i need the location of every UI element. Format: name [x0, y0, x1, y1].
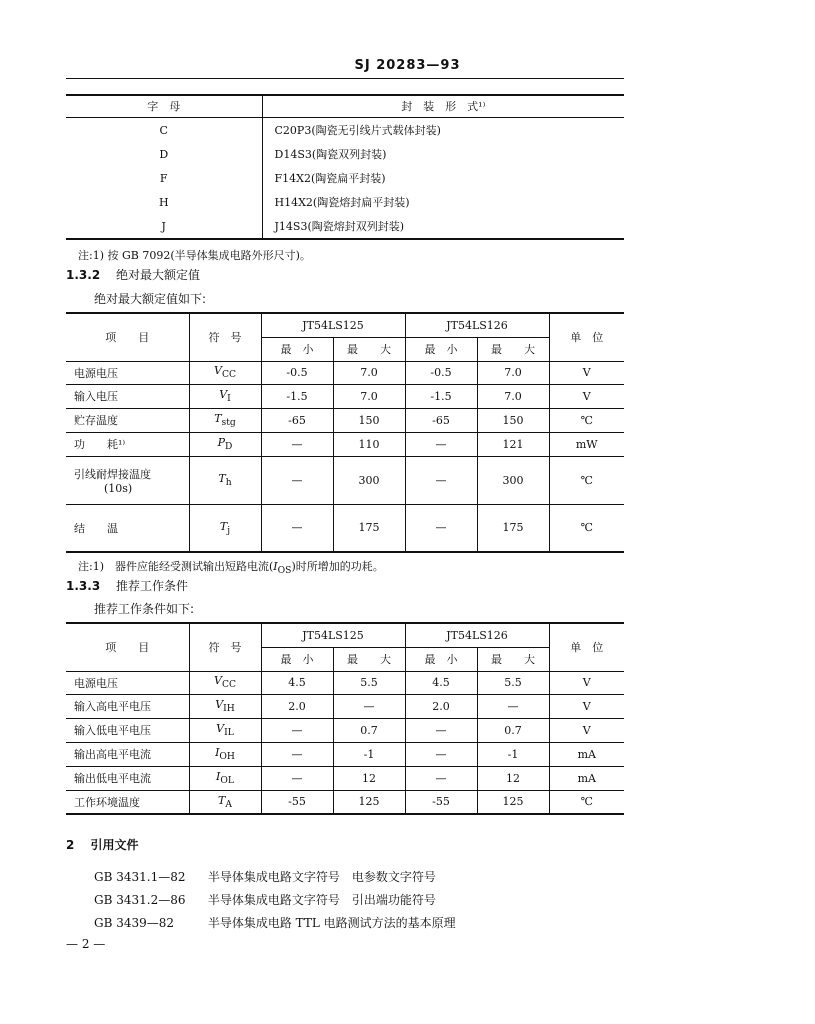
param-symbol: $T_A$ [189, 790, 261, 814]
table-row [66, 694, 624, 718]
section-number: 2 [66, 838, 75, 852]
col-header-symbol: 符 号 [189, 313, 261, 361]
table-row [66, 118, 624, 143]
table-row [66, 718, 624, 742]
cell-unit: mW [549, 432, 624, 456]
cell-min2: — [405, 504, 477, 552]
cell-min1: — [261, 718, 333, 742]
table-row [66, 214, 624, 239]
header-rule [66, 78, 624, 79]
pkg-form: J14S3(陶瓷熔封双列封装) [274, 220, 405, 233]
cell-unit: V [549, 384, 624, 408]
param-symbol: $V_{IL}$ [189, 718, 261, 742]
pkg-form: C20P3(陶瓷无引线片式载体封装) [274, 124, 441, 137]
cell-max1: 175 [333, 504, 405, 552]
cell-max1: 12 [333, 766, 405, 790]
cell-min2: — [405, 456, 477, 504]
param-name: 结 温 [66, 504, 189, 552]
col-header-min: 最 小 [261, 337, 333, 361]
table-row [66, 166, 624, 190]
section-title: 引用文件 [90, 838, 139, 852]
cell-max2: -1 [477, 742, 549, 766]
table-row [66, 671, 624, 694]
cell-min2: -1.5 [405, 384, 477, 408]
reference-code: GB 3431.2—86 [94, 893, 186, 907]
cell-max2: 12 [477, 766, 549, 790]
pkg-letter: J [66, 214, 262, 239]
cell-unit: V [549, 718, 624, 742]
param-name: 功 耗¹⁾ [66, 432, 189, 456]
cell-unit: V [549, 361, 624, 384]
param-name: 输入电压 [66, 384, 189, 408]
param-name: 输入高电平电压 [66, 694, 189, 718]
reference-code: GB 3439—82 [94, 916, 175, 930]
param-name-line2: (10s) [104, 481, 133, 495]
table-row [66, 432, 624, 456]
pkg-letter: D [66, 142, 262, 166]
cell-unit: ℃ [549, 408, 624, 432]
cell-max1: 5.5 [333, 671, 405, 694]
cell-unit: ℃ [549, 456, 624, 504]
cell-max1: 7.0 [333, 384, 405, 408]
abs-table-note: 注:1) 器件应能经受测试输出短路电流$(I_{OS})$时所增加的功耗。 [78, 560, 384, 577]
col-header-max: 最 大 [333, 647, 405, 671]
table-row [66, 361, 624, 384]
table-row [66, 504, 624, 552]
cell-max1: — [333, 694, 405, 718]
cell-unit: V [549, 671, 624, 694]
section-1-3-3-intro: 推荐工作条件如下: [94, 602, 195, 616]
cell-max1: 0.7 [333, 718, 405, 742]
section-1-3-3-heading [66, 577, 188, 594]
col-header-device1: JT54LS125 [261, 623, 405, 647]
cell-max1: 7.0 [333, 361, 405, 384]
cell-max1: 150 [333, 408, 405, 432]
reference-item [94, 914, 456, 931]
param-symbol: $I_{OH}$ [189, 742, 261, 766]
table-row [66, 190, 624, 214]
section-title: 推荐工作条件 [116, 579, 189, 593]
col-header-unit: 单 位 [549, 623, 624, 671]
cell-max2: 150 [477, 408, 549, 432]
cell-min1: -55 [261, 790, 333, 814]
col-header-min: 最 小 [261, 647, 333, 671]
section-number: 1.3.2 [66, 268, 101, 282]
cell-min2: -0.5 [405, 361, 477, 384]
param-symbol: $V_{CC}$ [189, 671, 261, 694]
pkg-table-note: 注:1) 按 GB 7092(半导体集成电路外形尺寸)。 [78, 249, 311, 262]
param-name: 电源电压 [66, 671, 189, 694]
cell-min2: — [405, 742, 477, 766]
cell-min1: — [261, 766, 333, 790]
package-table [66, 95, 624, 240]
cell-max1: 300 [333, 456, 405, 504]
param-symbol: $T_{stg}$ [189, 408, 261, 432]
cell-min1: -1.5 [261, 384, 333, 408]
reference-item [94, 868, 436, 885]
cell-min2: -65 [405, 408, 477, 432]
cell-min1: 4.5 [261, 671, 333, 694]
reference-code: GB 3431.1—82 [94, 870, 186, 884]
cell-max2: 7.0 [477, 384, 549, 408]
col-header-device1: JT54LS125 [261, 313, 405, 337]
cell-min2: — [405, 432, 477, 456]
reference-title: 半导体集成电路 TTL 电路测试方法的基本原理 [207, 916, 456, 930]
pkg-form: F14X2(陶瓷扁平封装) [274, 172, 386, 185]
param-symbol: $V_{CC}$ [189, 361, 261, 384]
recommended-conditions-table [66, 622, 624, 815]
param-symbol: $T_j$ [189, 504, 261, 552]
cell-unit: mA [549, 766, 624, 790]
cell-min1: 2.0 [261, 694, 333, 718]
cell-max2: 7.0 [477, 361, 549, 384]
param-name: 电源电压 [66, 361, 189, 384]
param-name [66, 456, 189, 504]
table-row [66, 408, 624, 432]
pkg-letter: C [66, 118, 262, 143]
pkg-letter: F [66, 166, 262, 190]
param-name: 贮存温度 [66, 408, 189, 432]
pkg-header-form: 封 装 形 式¹⁾ [401, 100, 486, 113]
col-header-symbol: 符 号 [189, 623, 261, 671]
pkg-letter: H [66, 190, 262, 214]
table-row [66, 766, 624, 790]
cell-unit: V [549, 694, 624, 718]
cell-min1: -0.5 [261, 361, 333, 384]
reference-title: 半导体集成电路文字符号 引出端功能符号 [207, 893, 436, 907]
pkg-form: D14S3(陶瓷双列封装) [274, 148, 387, 161]
cell-min2: 4.5 [405, 671, 477, 694]
param-name-line1: 引线耐焊接温度 [74, 467, 151, 481]
absolute-max-ratings-table [66, 312, 624, 553]
col-header-device2: JT54LS126 [405, 623, 549, 647]
col-header-max: 最 大 [333, 337, 405, 361]
table-row [66, 384, 624, 408]
param-name: 工作环境温度 [66, 790, 189, 814]
table-row [66, 790, 624, 814]
col-header-device2: JT54LS126 [405, 313, 549, 337]
cell-max2: 0.7 [477, 718, 549, 742]
section-1-3-2-heading [66, 266, 200, 283]
document-header: SJ 20283—93 [354, 58, 461, 73]
col-header-item: 项 目 [66, 313, 189, 361]
cell-min1: — [261, 456, 333, 504]
col-header-item: 项 目 [66, 623, 189, 671]
col-header-max: 最 大 [477, 337, 549, 361]
cell-unit: ℃ [549, 504, 624, 552]
section-title: 绝对最大额定值 [116, 268, 201, 282]
table-row [66, 456, 624, 504]
param-symbol: $I_{OL}$ [189, 766, 261, 790]
cell-max2: 125 [477, 790, 549, 814]
page-number: — 2 — [66, 937, 106, 951]
table-row [66, 142, 624, 166]
cell-max2: — [477, 694, 549, 718]
col-header-unit: 单 位 [549, 313, 624, 361]
param-symbol: $P_D$ [189, 432, 261, 456]
section-number: 1.3.3 [66, 579, 101, 593]
reference-item [94, 891, 436, 908]
cell-max2: 300 [477, 456, 549, 504]
cell-max1: 110 [333, 432, 405, 456]
cell-min1: — [261, 504, 333, 552]
reference-title: 半导体集成电路文字符号 电参数文字符号 [207, 870, 436, 884]
param-name: 输入低电平电压 [66, 718, 189, 742]
cell-min1: -65 [261, 408, 333, 432]
cell-min1: — [261, 742, 333, 766]
cell-max1: 125 [333, 790, 405, 814]
cell-min2: 2.0 [405, 694, 477, 718]
table-row [66, 742, 624, 766]
pkg-form: H14X2(陶瓷熔封扁平封装) [274, 196, 410, 209]
cell-max2: 5.5 [477, 671, 549, 694]
col-header-min: 最 小 [405, 337, 477, 361]
param-name: 输出低电平电流 [66, 766, 189, 790]
cell-min2: — [405, 718, 477, 742]
param-symbol: $T_h$ [189, 456, 261, 504]
col-header-min: 最 小 [405, 647, 477, 671]
cell-min2: -55 [405, 790, 477, 814]
section-2-heading [66, 836, 139, 853]
cell-unit: ℃ [549, 790, 624, 814]
cell-max2: 175 [477, 504, 549, 552]
param-symbol: $V_I$ [189, 384, 261, 408]
param-name: 输出高电平电流 [66, 742, 189, 766]
cell-max1: -1 [333, 742, 405, 766]
cell-min2: — [405, 766, 477, 790]
pkg-header-letter: 字 母 [66, 95, 262, 118]
col-header-max: 最 大 [477, 647, 549, 671]
cell-max2: 121 [477, 432, 549, 456]
param-symbol: $V_{IH}$ [189, 694, 261, 718]
cell-unit: mA [549, 742, 624, 766]
section-1-3-2-intro: 绝对最大额定值如下: [94, 292, 207, 306]
cell-min1: — [261, 432, 333, 456]
